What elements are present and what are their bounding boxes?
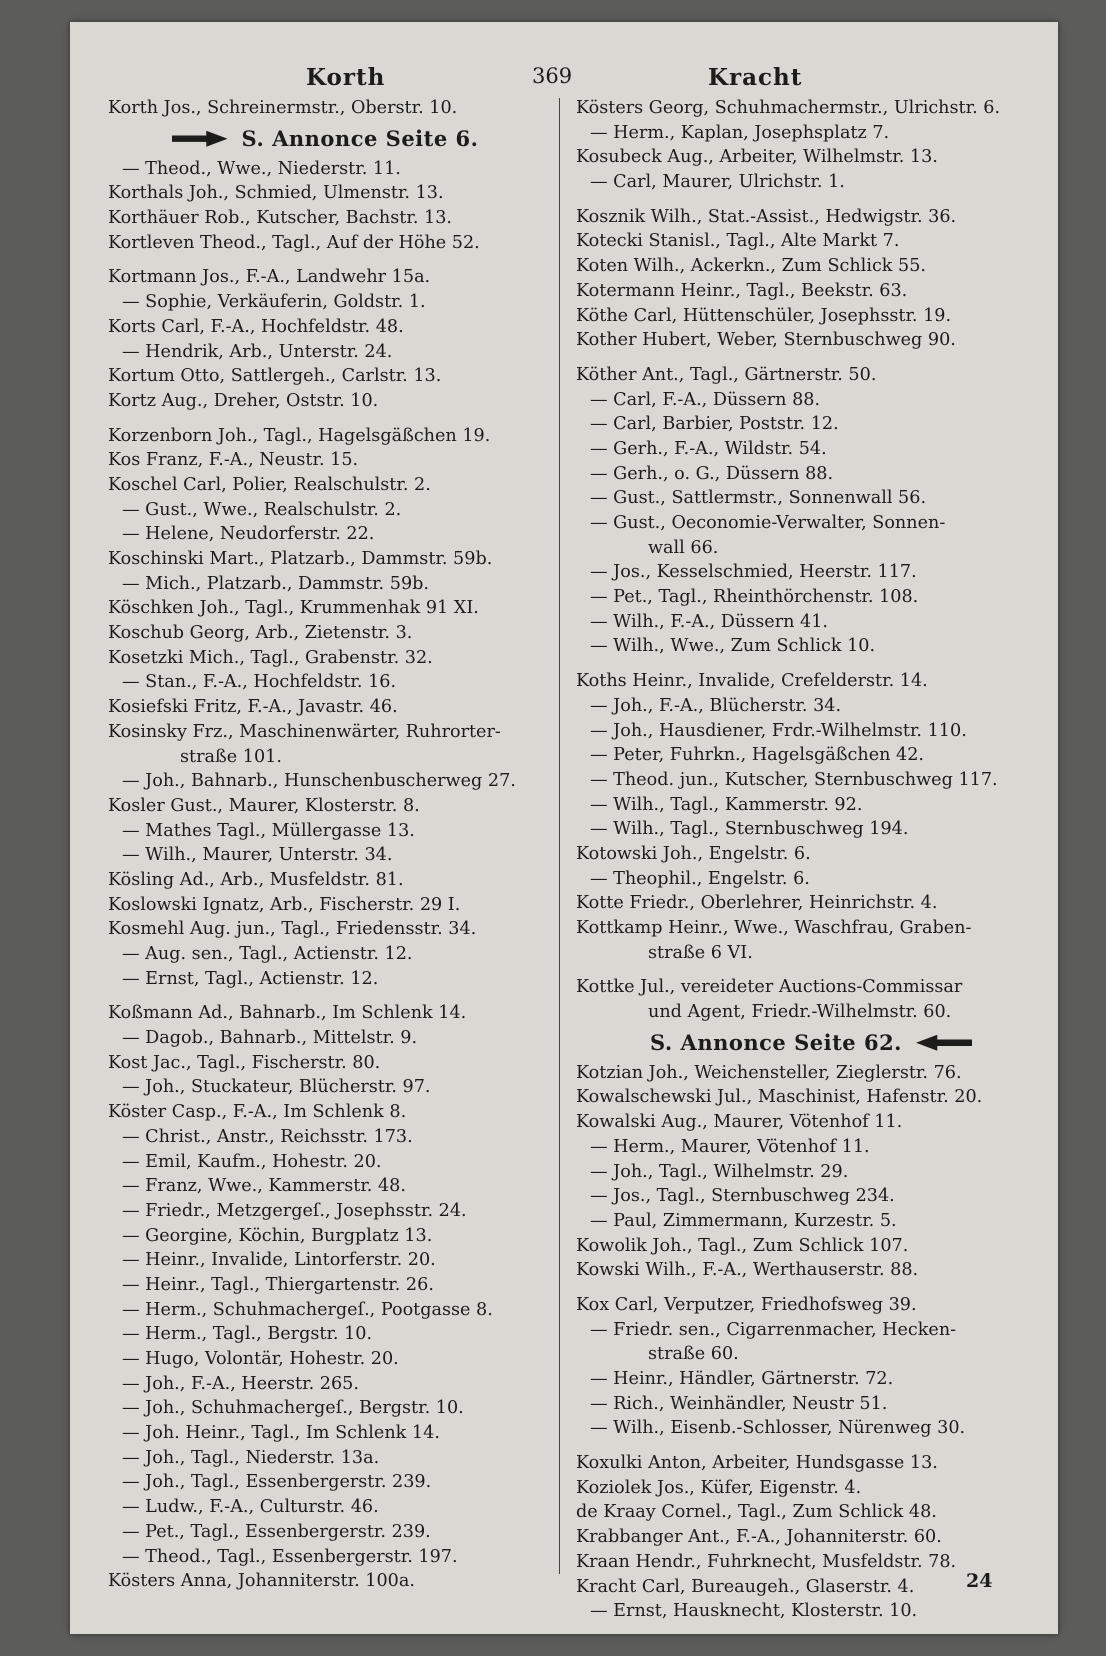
directory-entry: Kottke Jul., vereideter Auctions-Commissar [576,977,963,998]
directory-entry: — Ernst, Hausknecht, Klosterstr. 10. [590,1601,918,1622]
directory-entry: Kox Carl, Verputzer, Friedhofsweg 39. [576,1294,917,1315]
directory-entry: Kosetzki Mich., Tagl., Grabenstr. 32. [108,647,433,668]
directory-entry: — Pet., Tagl., Rheinthörchenstr. 108. [590,587,919,608]
directory-entry-continuation: und Agent, Friedr.-Wilhelmstr. 60. [648,1002,952,1023]
directory-entry: — Sophie, Verkäuferin, Goldstr. 1. [122,292,426,313]
directory-entry: — Gust., Wwe., Realschulstr. 2. [122,499,402,520]
directory-entry: Koschub Georg, Arb., Zietenstr. 3. [108,623,413,644]
directory-entry: Kosubeck Aug., Arbeiter, Wilhelmstr. 13. [576,147,938,168]
directory-entry: Kottkamp Heinr., Wwe., Waschfrau, Graben- [576,918,972,938]
directory-entry: — Peter, Fuhrkn., Hagelsgäßchen 42. [590,745,925,766]
directory-entry: Köthe Carl, Hüttenschüler, Josephsstr. 19. [576,305,952,326]
directory-entry: — Mich., Platzarb., Dammstr. 59b. [122,573,429,594]
directory-entry: Kortleven Theod., Tagl., Auf der Höhe 52. [108,232,480,253]
directory-entry: Korthals Joh., Schmied, Ulmenstr. 13. [108,183,444,204]
directory-entry: Kosinsky Frz., Maschinenwärter, Ruhrorter- [108,721,501,742]
directory-entry: — Pet., Tagl., Essenbergerstr. 239. [122,1521,431,1542]
directory-entry: Koths Heinr., Invalide, Crefelderstr. 14. [576,671,928,692]
directory-entry: Köschken Joh., Tagl., Krummenhak 91 XI. [108,598,479,619]
directory-entry: Kösling Ad., Arb., Musfeldstr. 81. [108,869,404,890]
directory-entry: — Hugo, Volontär, Hohestr. 20. [122,1349,399,1369]
directory-entry: Koziolek Jos., Küfer, Eigenstr. 4. [576,1477,862,1498]
right-column [576,96,1046,1624]
spacer [576,1283,1046,1293]
advertisement-note [108,121,542,157]
directory-entry-continuation: wall 66. [648,537,719,558]
directory-entry: — Carl, Maurer, Ulrichstr. 1. [590,172,845,193]
spacer [576,1441,1046,1451]
directory-entry: — Dagob., Bahnarb., Mittelstr. 9. [122,1028,418,1049]
directory-entry: — Carl, Barbier, Poststr. 12. [590,414,839,435]
directory-entry: — Stan., F.-A., Hochfeldstr. 16. [122,672,397,693]
directory-entry: Kotte Friedr., Oberlehrer, Heinrichstr. 4. [576,893,938,914]
directory-entry: — Franz, Wwe., Kammerstr. 48. [122,1176,406,1197]
column-divider [559,98,560,1574]
advertisement-note [576,1025,1046,1061]
spacer [576,965,1046,975]
directory-entry: — Friedr. sen., Cigarrenmacher, Hecken- [590,1319,957,1340]
advertisement-label: S. Annonce Seite 62. [649,1030,902,1056]
directory-entry: — Heinr., Invalide, Lintorferstr. 20. [122,1250,436,1271]
directory-entry-continuation: straße 6 VI. [648,942,753,963]
directory-entry: — Wilh., Wwe., Zum Schlick 10. [590,636,876,657]
directory-entry: — Mathes Tagl., Müllergasse 13. [122,820,415,841]
directory-entry: Kosznik Wilh., Stat.-Assist., Hedwigstr. 36. [576,206,957,227]
directory-entry: — Theod., Wwe., Niederstr. 11. [122,158,401,179]
directory-entry: — Gust., Sattlermstr., Sonnenwall 56. [590,488,927,509]
directory-entry: Kortmann Jos., F.-A., Landwehr 15a. [108,267,431,288]
directory-entry: — Carl, F.-A., Düssern 88. [590,389,821,410]
directory-entry: — Wilh., Eisenb.-Schlosser, Nürenweg 30. [590,1418,966,1439]
directory-entry: Koxulki Anton, Arbeiter, Hundsgasse 13. [576,1453,938,1474]
directory-entry: — Wilh., Tagl., Kammerstr. 92. [590,794,863,815]
directory-entry: — Heinr., Händler, Gärtnerstr. 72. [590,1369,894,1389]
directory-entry: — Christ., Anstr., Reichsstr. 173. [122,1126,413,1147]
directory-entry: — Joh., Schuhmachergeſ., Bergstr. 10. [122,1398,464,1419]
directory-entry: — Ernst, Tagl., Actienstr. 12. [122,968,379,989]
directory-entry: — Ludw., F.-A., Culturstr. 46. [122,1497,379,1518]
header-right-keyword: Kracht [708,64,803,91]
directory-entry: Köster Casp., F.-A., Im Schlenk 8. [108,1102,407,1123]
directory-entry: Kowolik Joh., Tagl., Zum Schlick 107. [576,1235,909,1256]
directory-entry: Kraan Hendr., Fuhrknecht, Musfeldstr. 78. [576,1551,957,1572]
spacer [576,659,1046,669]
directory-entry: Kotzian Joh., Weichensteller, Zieglerstr. 76. [576,1062,962,1083]
directory-entry: — Joh., Tagl., Essenbergerstr. 239. [122,1472,432,1493]
directory-entry: — Friedr., Metzgergeſ., Josephsstr. 24. [122,1200,467,1221]
directory-entry: — Joh., Hausdiener, Frdr.-Wilhelmstr. 110. [590,720,967,741]
directory-entry: — Joh. Heinr., Tagl., Im Schlenk 14. [122,1423,440,1444]
directory-entry: Koschinski Mart., Platzarb., Dammstr. 59b. [108,549,493,569]
directory-entry: — Wilh., Maurer, Unterstr. 34. [122,845,393,866]
directory-entry: — Theophil., Engelstr. 6. [590,868,810,889]
directory-entry: — Gerh., F.-A., Wildstr. 54. [590,438,827,459]
spacer [108,991,542,1001]
directory-entry: Köther Ant., Tagl., Gärtnerstr. 50. [576,364,877,385]
directory-entry: — Gust., Oeconomie-Verwalter, Sonnen- [590,513,946,533]
directory-entry: — Gerh., o. G., Düssern 88. [590,463,834,484]
advertisement-label: S. Annonce Seite 6. [241,126,479,152]
directory-entry: Kotecki Stanisl., Tagl., Alte Markt 7. [576,231,900,252]
directory-entry: — Helene, Neudorferstr. 22. [122,524,375,545]
directory-entry: — Hendrik, Arb., Unterstr. 24. [122,341,393,362]
directory-entry: Kosmehl Aug. jun., Tagl., Friedensstr. 34. [108,919,477,940]
directory-entry: — Herm., Kaplan, Josephsplatz 7. [590,122,890,143]
directory-entry-continuation: straße 101. [180,746,282,767]
directory-entry: de Kraay Cornel., Tagl., Zum Schlick 48. [576,1502,937,1523]
directory-entry: — Joh., Stuckateur, Blücherstr. 97. [122,1077,431,1098]
directory-entry: Krabbanger Ant., F.-A., Johanniterstr. 60. [576,1527,942,1548]
directory-entry: Kowski Wilh., F.-A., Werthauserstr. 88. [576,1260,919,1281]
spacer [576,353,1046,363]
directory-entry: Kost Jac., Tagl., Fischerstr. 80. [108,1052,381,1073]
directory-entry: Korts Carl, F.-A., Hochfeldstr. 48. [108,316,404,337]
directory-entry: — Herm., Tagl., Bergstr. 10. [122,1324,373,1345]
directory-entry: Kortz Aug., Dreher, Oststr. 10. [108,390,379,411]
directory-entry: Kother Hubert, Weber, Sternbuschweg 90. [576,330,956,351]
directory-entry: — Joh., Tagl., Wilhelmstr. 29. [590,1161,849,1182]
directory-entry: Korzenborn Joh., Tagl., Hagelsgäßchen 19. [108,425,491,446]
directory-entry: Kosiefski Fritz, F.-A., Javastr. 46. [108,697,398,718]
directory-entry: — Heinr., Tagl., Thiergartenstr. 26. [122,1274,434,1295]
directory-entry: Kosler Gust., Maurer, Klosterstr. 8. [108,795,420,816]
directory-entry: — Joh., F.-A., Heerstr. 265. [122,1373,359,1394]
directory-entry: Korth Jos., Schreinermstr., Oberstr. 10. [108,98,458,118]
directory-entry: Kos Franz, F.-A., Neustr. 15. [108,450,359,471]
directory-entry: — Emil, Kaufm., Hohestr. 20. [122,1151,382,1172]
spacer [108,414,542,424]
directory-entry-continuation: straße 60. [648,1344,739,1365]
header-left-keyword: Korth [306,64,386,91]
directory-entry: Koslowski Ignatz, Arb., Fischerstr. 29 I. [108,894,461,915]
left-column [108,96,542,1594]
directory-entry: — Paul, Zimmermann, Kurzestr. 5. [590,1210,897,1231]
directory-entry: Kortum Otto, Sattlergeh., Carlstr. 13. [108,366,442,387]
page-number: 369 [532,64,573,88]
spacer [576,195,1046,205]
directory-entry: Kowalski Aug., Maurer, Vötenhof 11. [576,1112,903,1133]
directory-entry: Kowalschewski Jul., Maschinist, Hafenstr. 20. [576,1087,983,1108]
directory-entry: — Georgine, Köchin, Burgplatz 13. [122,1225,433,1246]
directory-entry: Kotowski Joh., Engelstr. 6. [576,843,811,864]
directory-entry: — Wilh., Tagl., Sternbuschweg 194. [590,819,909,840]
directory-entry: — Joh., Tagl., Niederstr. 13a. [122,1447,380,1468]
directory-entry: — Wilh., F.-A., Düssern 41. [590,611,829,632]
directory-entry: — Rich., Weinhändler, Neustr 51. [590,1393,888,1414]
directory-entry: — Theod., Tagl., Essenbergerstr. 197. [122,1546,458,1567]
directory-entry: Kotermann Heinr., Tagl., Beekstr. 63. [576,280,908,301]
directory-entry: — Joh., F.-A., Blücherstr. 34. [590,695,842,716]
directory-entry: — Herm., Schuhmachergeſ., Pootgasse 8. [122,1299,493,1320]
directory-entry: Koten Wilh., Ackerkn., Zum Schlick 55. [576,256,927,277]
directory-entry: — Theod. jun., Kutscher, Sternbuschweg 117. [590,769,998,790]
directory-page [70,22,1058,1634]
directory-entry: Koschel Carl, Polier, Realschulstr. 2. [108,474,431,495]
directory-entry: Koßmann Ad., Bahnarb., Im Schlenk 14. [108,1003,467,1024]
spacer [108,255,542,265]
pointing-hand-icon [172,131,228,147]
page-header [70,42,1058,91]
directory-entry: — Aug. sen., Tagl., Actienstr. 12. [122,944,413,964]
directory-entry: — Jos., Kesselschmied, Heerstr. 117. [590,562,917,583]
directory-entry: Kösters Georg, Schuhmachermstr., Ulrichstr. 6. [576,98,1001,118]
directory-entry: Korthäuer Rob., Kutscher, Bachstr. 13. [108,208,452,229]
directory-entry: Kösters Anna, Johanniterstr. 100a. [108,1571,415,1592]
directory-entry: — Jos., Tagl., Sternbuschweg 234. [590,1186,895,1207]
signature-mark: 24 [966,1570,993,1592]
directory-entry: — Joh., Bahnarb., Hunschenbuscherweg 27. [122,771,516,792]
directory-entry: Kracht Carl, Bureaugeh., Glaserstr. 4. [576,1576,915,1597]
directory-entry: — Herm., Maurer, Vötenhof 11. [590,1136,870,1157]
pointing-hand-icon [916,1035,972,1051]
